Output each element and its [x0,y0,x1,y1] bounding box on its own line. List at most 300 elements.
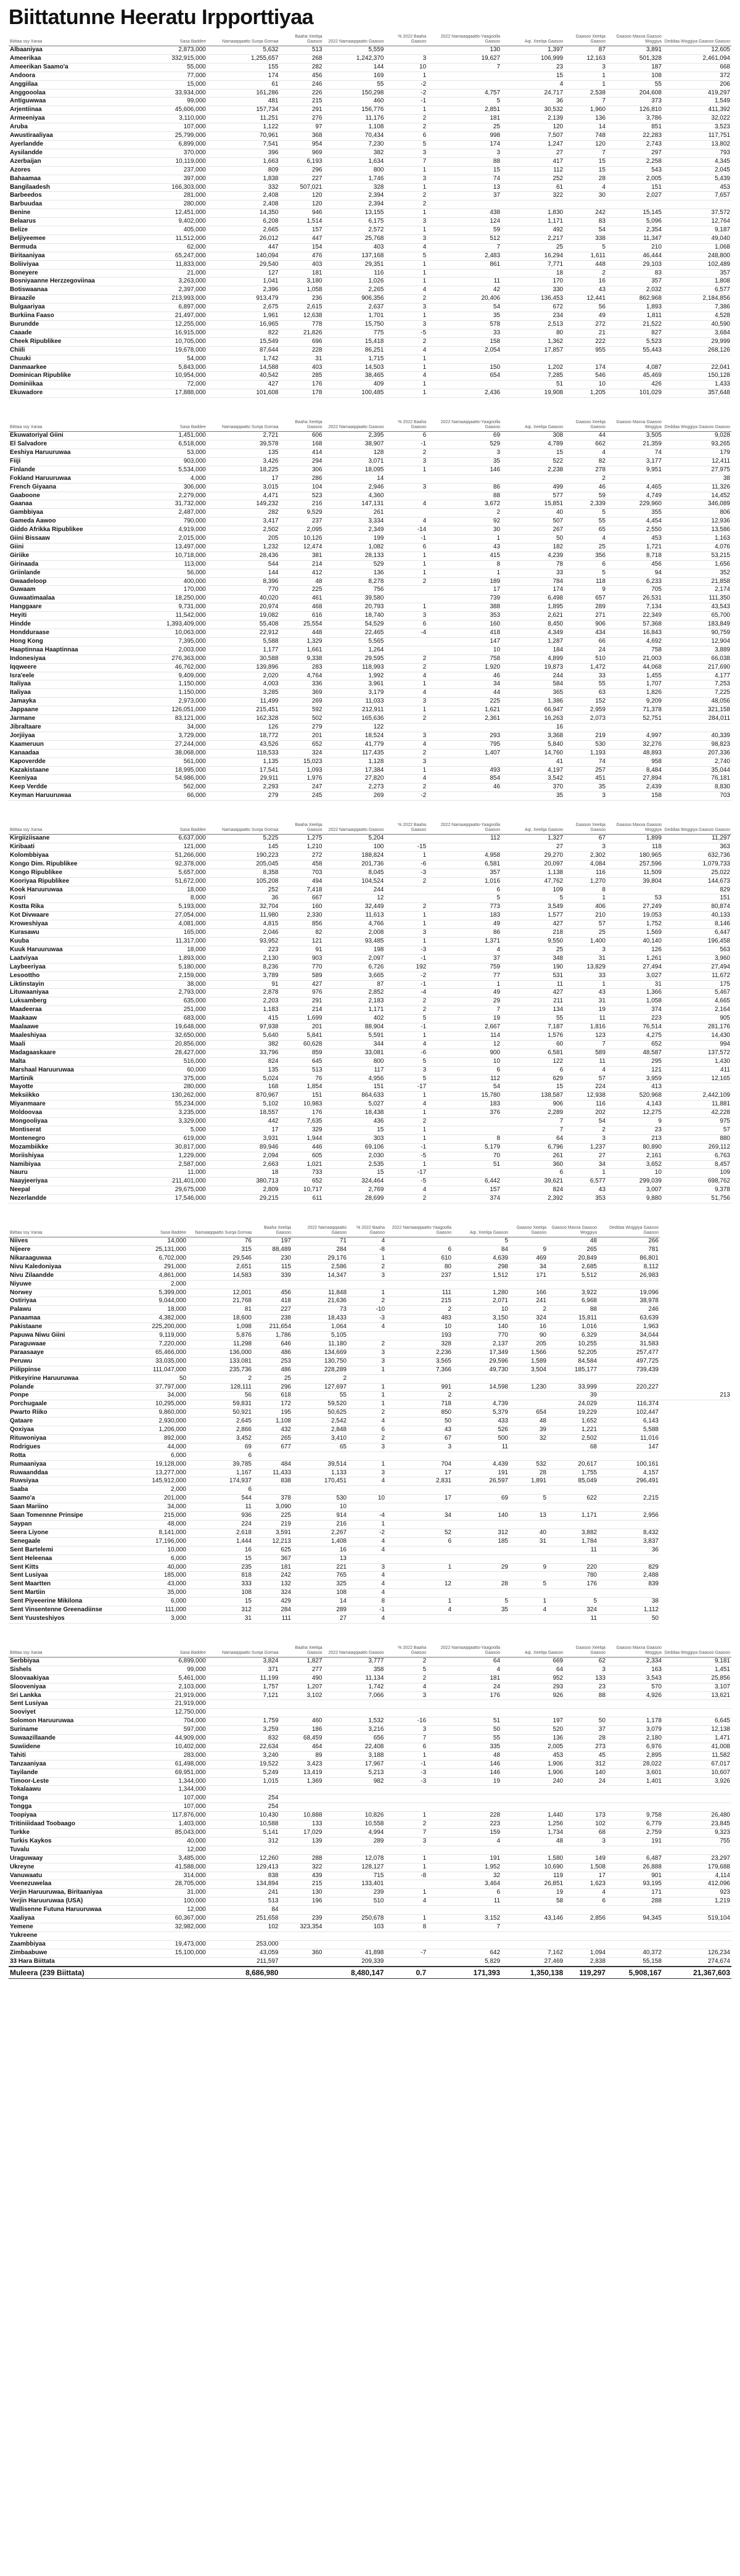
value-cell: 220,227 [598,1383,660,1392]
country-name-cell: Uraguwaay [9,1854,139,1863]
value-cell: 2 [385,577,427,586]
table-row [9,321,731,329]
value-cell: 87 [324,980,385,989]
value-cell: 1,430 [663,1057,731,1066]
value-cell [453,1486,509,1495]
value-cell: 224 [564,1083,607,1092]
value-cell: 2,217 [501,234,564,243]
value-cell: 936 [187,1512,253,1521]
value-cell: 45,469 [607,372,663,381]
value-cell: 1,826 [607,689,663,698]
value-cell: 57 [663,1126,731,1134]
value-cell: 1,661 [279,646,323,654]
value-cell: 1,433 [663,381,731,389]
value-cell [509,1486,548,1495]
value-cell: 829 [663,886,731,894]
value-cell: 1,899 [607,835,663,843]
value-cell: 2,005 [607,175,663,183]
country-name-cell: Nivu Zilaandde [9,1271,126,1280]
value-cell: 6,000 [126,1598,187,1606]
value-cell: 223 [607,1015,663,1023]
value-cell: 27,494 [663,963,731,972]
value-cell: 134,669 [292,1348,348,1357]
value-cell: 50,625 [292,1409,348,1418]
value-cell: 6 [385,543,427,551]
value-cell: 151 [324,1083,385,1092]
value-cell: 2,258 [607,157,663,166]
value-cell: 80 [501,329,564,337]
value-cell [607,1923,663,1931]
value-cell: 460 [279,1717,323,1726]
country-name-cell: Tayilande [9,1769,139,1777]
value-cell: 2 [385,654,427,663]
value-cell: -5 [385,329,427,337]
country-name-cell: Anggiilaa [9,80,139,89]
value-cell: 397,000 [139,175,207,183]
value-cell: 1,171 [324,1006,385,1015]
value-cell: 2,094 [207,1152,280,1160]
country-name-cell: Ekuwatoriyal Giini [9,432,139,440]
value-cell: 16 [292,1546,348,1554]
value-cell: 622 [548,1495,598,1503]
value-cell: 1,082 [324,543,385,551]
value-cell: 68,459 [279,1735,323,1743]
value-cell: 2,045 [663,166,731,175]
value-cell: 1,699 [279,1015,323,1023]
value-cell [663,1906,731,1915]
value-cell: 1 [385,466,427,474]
value-cell: 775 [324,329,385,337]
table-row [9,1332,731,1340]
table-row [9,1897,731,1906]
table-row [9,1837,731,1846]
value-cell: 198 [324,946,385,954]
value-cell [279,1700,323,1709]
country-name-cell: French Giyaana [9,483,139,492]
value-cell: 4 [564,1889,607,1897]
value-cell: 17 [207,474,280,483]
value-cell: 490 [279,1674,323,1683]
value-cell: 218 [501,929,564,938]
table-row [9,1906,731,1915]
value-cell: 18,000 [139,946,207,954]
country-name-cell: Sent Kitts [9,1563,126,1572]
value-cell: 29 [453,1563,509,1572]
table-row [9,860,731,869]
summary-value-cell [279,1967,323,1979]
column-header: Gaasoo Xeelqa Gaasoo [564,419,607,432]
value-cell [427,758,501,766]
value-cell: 3,889 [663,646,731,654]
table-row [9,1846,731,1854]
value-cell: 12,750,000 [139,1709,207,1717]
value-cell: 1,206,000 [126,1426,187,1435]
value-cell: 1,207 [279,1683,323,1691]
value-cell: 718 [386,1400,453,1409]
table-row [9,492,731,500]
value-cell: 12,138 [663,1726,731,1735]
value-cell: 176 [279,1109,323,1118]
value-cell: 279 [207,792,280,801]
table-row [9,72,731,80]
value-cell [598,1503,660,1512]
value-cell: 111,047,000 [126,1366,187,1374]
country-name-cell: Moldoovaa [9,1109,139,1118]
value-cell: 7,771 [501,260,564,269]
value-cell [385,637,427,646]
value-cell: 40,000 [126,1563,187,1572]
country-name-cell: Sent Yuusteshiyos [9,1614,126,1623]
country-name-cell: Tongga [9,1803,139,1812]
value-cell: 246 [279,80,323,89]
value-cell [385,474,427,483]
value-cell: 1 [385,1031,427,1040]
value-cell: 39,580 [324,595,385,603]
value-cell: 62,000 [139,243,207,252]
table-row [9,278,731,286]
value-cell: 5,840 [501,740,564,749]
value-cell: 93,485 [324,938,385,946]
value-cell: 37 [427,954,501,963]
value-cell: 2,461,094 [663,54,731,63]
column-header: Deddaa Woggiya Gaasoo Gaasoo [663,1645,731,1657]
value-cell: 11 [548,1546,598,1554]
value-cell: 5,640 [207,1031,280,1040]
column-header: Sasa Baddee [139,419,207,432]
value-cell: 1,344,000 [139,1786,207,1794]
value-cell: 3,931 [207,1134,280,1143]
value-cell: 211 [501,997,564,1006]
value-cell: 5 [385,1057,427,1066]
value-cell: 6 [427,1066,501,1075]
value-cell: 1,663 [207,157,280,166]
value-cell: 60,367,000 [139,1915,207,1923]
value-cell: -8 [385,1872,427,1880]
value-cell [279,1957,323,1966]
value-cell: 10,126 [279,535,323,543]
value-cell: 267 [501,526,564,535]
value-cell [453,1572,509,1580]
value-cell: 4 [348,1614,386,1623]
value-cell: 1,016 [427,877,501,886]
country-name-cell: Isra'eele [9,672,139,680]
value-cell: 33 [501,569,564,577]
value-cell: 176 [279,381,323,389]
value-cell: 1,369 [279,1777,323,1786]
table-row [9,1812,731,1820]
value-cell [663,1846,731,1854]
value-cell: 516,000 [139,1057,207,1066]
value-cell: 120 [501,123,564,132]
value-cell: 32 [427,1872,501,1880]
value-cell: 111,000 [126,1606,187,1615]
column-header: Namaaqqaatto Surqa Gomaa [207,1645,280,1657]
value-cell: 677 [253,1443,292,1451]
value-cell: 86,251 [324,346,385,355]
value-cell [427,200,501,209]
table-row [9,1237,731,1246]
value-cell: 12,638 [279,312,323,321]
value-cell [427,1700,501,1709]
summary-value-cell: 8,480,147 [324,1967,385,1979]
column-header: 2022 Namaaqqaatto Gaasoo [324,1645,385,1657]
value-cell: 109 [663,1169,731,1178]
value-cell: 17,349 [453,1348,509,1357]
value-cell: 1,401 [607,1777,663,1786]
value-cell: 160 [279,903,323,912]
value-cell: 955 [564,346,607,355]
value-cell: 4,861,000 [126,1271,187,1280]
value-cell: 6,726 [324,963,385,972]
value-cell: 3,368 [501,732,564,740]
table-row [9,106,731,115]
value-cell: 1 [385,1863,427,1872]
value-cell: 4,815 [207,920,280,929]
value-cell: 4,143 [607,1100,663,1109]
value-cell: 859 [279,1049,323,1057]
country-name-cell: Lesoottho [9,972,139,980]
value-cell: 38 [598,1598,660,1606]
value-cell: 35 [427,312,501,321]
value-cell: 46,762,000 [139,663,207,672]
value-cell: 16,843 [607,629,663,638]
value-cell: 6,581 [501,1049,564,1057]
value-cell: 154 [279,243,323,252]
value-cell [385,492,427,500]
table-row [9,869,731,877]
country-name-cell: Ostiriyaa [9,1297,126,1306]
value-cell: 34,044 [598,1332,660,1340]
value-cell: 254 [207,1794,280,1803]
value-cell: 4,360 [324,492,385,500]
column-header: Biittaa ssy Xaraa [9,1645,139,1657]
value-cell: 35,044 [663,766,731,775]
value-cell: 176 [548,1580,598,1589]
value-cell: 2,137 [453,1340,509,1348]
value-cell: 227 [279,175,323,183]
value-cell: 3 [348,1443,386,1451]
value-cell: 325 [292,1580,348,1589]
value-cell [427,1846,501,1854]
country-name-cell: Bulgaariyaa [9,303,139,312]
value-cell: 136,453 [501,295,564,303]
value-cell: 12,904 [663,637,731,646]
value-cell: 24,717 [501,89,564,97]
value-cell: 223 [207,946,280,954]
value-cell: 48,893 [607,749,663,758]
value-cell: 1,721 [607,543,663,551]
value-cell: 1,532 [324,1717,385,1726]
value-cell: 3,334 [324,518,385,526]
table-row [9,1049,731,1057]
value-cell: 195 [253,1409,292,1418]
column-header: Biittaa ssy Xaraa [9,33,139,46]
country-name-cell: Lituwaaniyaa [9,989,139,997]
table-row [9,295,731,303]
value-cell: 55,000 [139,63,207,72]
table-row [9,1006,731,1015]
value-cell [663,1786,731,1794]
value-cell: 14,350 [207,209,280,218]
value-cell: 245 [279,792,323,801]
value-cell: 360 [279,1949,323,1957]
value-cell: 1,256 [501,1820,564,1829]
value-cell: 5,591 [324,1031,385,1040]
value-cell: 546 [564,372,607,381]
value-cell: 77 [427,972,501,980]
value-cell [385,1880,427,1889]
value-cell: 10 [292,1503,348,1512]
value-cell: 1 [385,312,427,321]
value-cell: 577 [501,492,564,500]
value-cell: 116 [564,1100,607,1109]
value-cell: 197 [501,1717,564,1726]
value-cell: 19,128,000 [126,1460,187,1469]
value-cell [207,1931,280,1940]
country-name-cell: Ukreyne [9,1863,139,1872]
value-cell: 4 [348,1537,386,1546]
value-cell: 1 [385,183,427,192]
value-cell: 427 [279,980,323,989]
value-cell: 635,000 [139,997,207,1006]
country-name-cell: Gaaboone [9,492,139,500]
value-cell: 3,665 [324,972,385,980]
country-name-cell: Rodrigues [9,1443,126,1451]
value-cell: 3 [564,1134,607,1143]
country-name-cell: Paraguwaae [9,1340,126,1348]
value-cell: 1 [564,1169,607,1178]
value-cell: 201 [279,1023,323,1032]
value-cell [501,1931,564,1940]
value-cell: 102,447 [598,1409,660,1418]
value-cell: 2,538 [564,89,607,97]
table-row [9,1451,731,1460]
country-name-cell: Azerbaijan [9,157,139,166]
value-cell [663,1803,731,1812]
value-cell: 50,921 [187,1409,253,1418]
value-cell: 3,188 [324,1751,385,1760]
value-cell: 439 [279,1872,323,1880]
value-cell: 33 [564,672,607,680]
value-cell: 11,848 [292,1289,348,1297]
value-cell: 770 [279,963,323,972]
value-cell: 2,394 [324,192,385,200]
value-cell [453,1503,509,1512]
value-cell: 415 [427,551,501,560]
value-cell: 5,876 [187,1332,253,1340]
country-name-cell: Jarmane [9,715,139,724]
value-cell: 4,454 [607,518,663,526]
value-cell: 15 [187,1598,253,1606]
value-cell: 9 [509,1563,548,1572]
value-cell: 1,242,370 [324,54,385,63]
value-cell: 229,960 [607,500,663,509]
value-cell: 9,209 [607,698,663,706]
value-cell: -4 [385,989,427,997]
country-name-cell: Ruwaanddaa [9,1469,126,1477]
value-cell: 20,849 [548,1254,598,1263]
value-cell: 26,851 [501,1880,564,1889]
column-header: Namaaqqaatto Surqa Gomaa [207,33,280,46]
value-cell: 3 [385,483,427,492]
value-cell: 119 [501,1872,564,1880]
value-cell: 2 [385,1195,427,1203]
value-cell: 906 [564,621,607,629]
value-cell: 2,349 [324,526,385,535]
country-name-cell: Fokland Haruuruwaa [9,474,139,483]
value-cell [509,1237,548,1246]
value-cell: 184 [501,646,564,654]
country-name-cell: Panaamaa [9,1315,126,1323]
table-row [9,97,731,106]
value-cell: 6,899,000 [139,140,207,149]
value-cell: 28,436 [207,551,280,560]
value-cell: 367 [253,1554,292,1563]
value-cell: 451 [564,775,607,783]
value-cell: 3,565 [386,1357,453,1366]
value-cell: 163 [607,1666,663,1674]
value-cell: 43 [564,989,607,997]
value-cell: 25,022 [663,869,731,877]
table-row [9,337,731,346]
value-cell: 5,523 [607,337,663,346]
value-cell: 520,968 [607,1092,663,1100]
value-cell: 92,378,000 [139,860,207,869]
table-row [9,706,731,715]
value-cell: 606 [279,432,323,440]
country-name-cell: Ameerikan Saamo'a [9,63,139,72]
value-cell: 25 [253,1374,292,1383]
value-cell: 529 [427,440,501,449]
value-cell: 34,000 [139,723,207,732]
value-cell: 9 [564,586,607,595]
value-cell: 4 [348,1580,386,1589]
value-cell: 43,059 [207,1949,280,1957]
country-name-cell: Zimbaabuwe [9,1949,139,1957]
value-cell: 211,654 [253,1323,292,1332]
table-row [9,234,731,243]
value-cell: 460 [324,97,385,106]
value-cell: 376 [427,1109,501,1118]
value-cell: 8 [427,560,501,569]
country-name-cell: Kiribaati [9,843,139,852]
value-cell: 251,658 [207,1915,280,1923]
value-cell: 3 [427,149,501,157]
value-cell: 353 [427,612,501,621]
value-cell: 6 [564,1897,607,1906]
value-cell: 46 [427,672,501,680]
summary-value-cell: 5,908,167 [607,1967,663,1979]
value-cell: 31 [509,1537,548,1546]
table-row [9,783,731,792]
value-cell: 215,451 [207,706,280,715]
value-cell: 13 [509,1512,548,1521]
stats-table [9,822,731,1203]
country-name-cell: Kirgiiziisaane [9,835,139,843]
value-cell: 60,628 [279,1040,323,1049]
value-cell [253,1280,292,1289]
value-cell: 3 [385,303,427,312]
value-cell: 161,286 [207,89,280,97]
value-cell: 54,529 [324,621,385,629]
country-name-cell: Guwaatimaalaa [9,595,139,603]
value-cell [509,1589,548,1598]
value-cell: 283,000 [139,1751,207,1760]
value-cell: 4 [385,775,427,783]
value-cell: 3,102 [279,1691,323,1700]
value-cell: 289 [292,1606,348,1615]
value-cell: 2,483 [427,252,501,260]
